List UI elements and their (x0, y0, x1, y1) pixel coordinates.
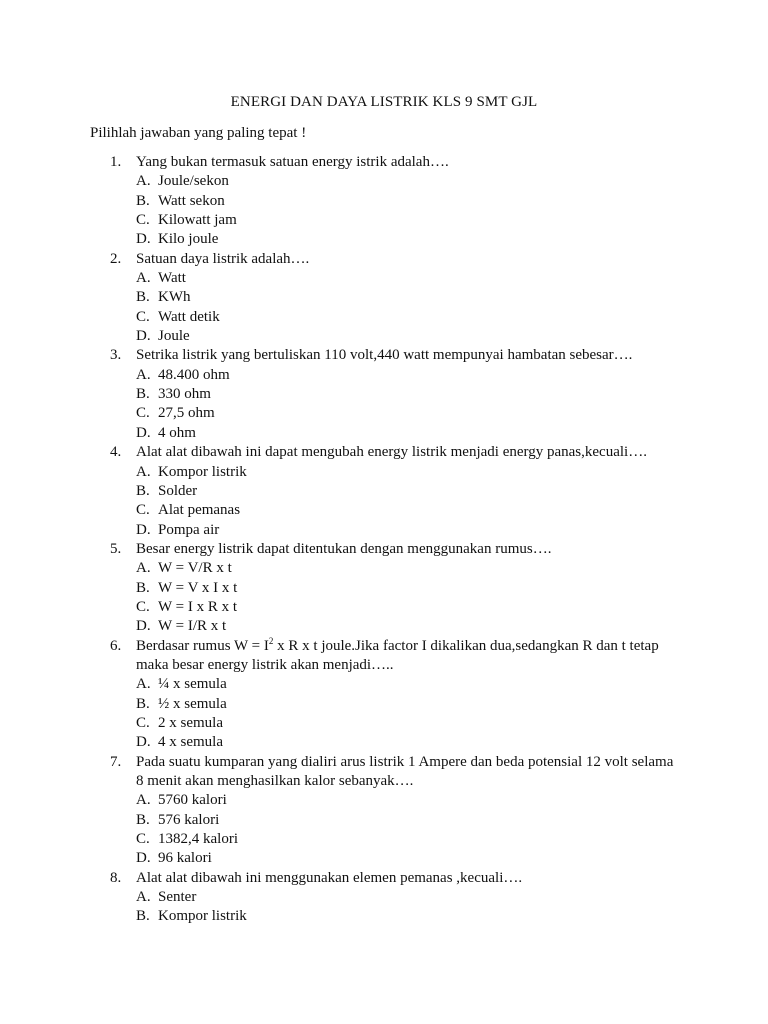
option-a (0, 559, 768, 578)
option-text: Pompa air (158, 521, 220, 538)
option-d (0, 230, 768, 249)
option-letter: B. (136, 908, 150, 925)
instruction-text: Pilihlah jawaban yang paling tepat ! (90, 125, 307, 141)
option-letter: C. (136, 831, 150, 848)
option-b (0, 907, 768, 926)
page-title: ENERGI DAN DAYA LISTRIK KLS 9 SMT GJL (230, 94, 538, 110)
option-letter: C. (136, 212, 150, 229)
option-letter: A. (136, 173, 151, 190)
option-letter: B. (136, 579, 150, 596)
question-number: 6. (110, 637, 122, 654)
formula-text-cont: x R x t joule.Jika factor I dikalikan dua,sedangkan R dan t tetap (273, 637, 659, 654)
option-text: ¼ x semula (158, 676, 227, 693)
option-b (0, 811, 768, 830)
option-b (0, 385, 768, 404)
option-text: Watt (158, 270, 186, 287)
question-text: Satuan daya listrik adalah…. (136, 250, 310, 267)
option-letter: A. (136, 366, 151, 383)
option-letter: A. (136, 463, 151, 480)
option-letter: A. (136, 270, 151, 287)
option-text: 330 ohm (158, 386, 211, 403)
option-letter: C. (136, 405, 150, 422)
question-list (0, 153, 768, 927)
option-letter: D. (136, 424, 151, 441)
question-5 (0, 540, 768, 637)
option-b (0, 579, 768, 598)
question-2 (0, 250, 768, 347)
option-text: Kilo joule (158, 231, 219, 248)
option-letter: B. (136, 482, 150, 499)
option-text: 96 kalori (158, 850, 212, 867)
option-letter: D. (136, 618, 151, 635)
option-a (0, 675, 768, 694)
question-number: 8. (110, 869, 122, 886)
question-3 (0, 346, 768, 443)
option-letter: D. (136, 328, 151, 345)
option-text: 4 x semula (158, 734, 223, 751)
option-b (0, 192, 768, 211)
question-text-line-2: maka besar energy listrik akan menjadi….. (136, 656, 394, 673)
option-c (0, 404, 768, 423)
option-letter: A. (136, 560, 151, 577)
option-letter: D. (136, 850, 151, 867)
option-text: 576 kalori (158, 811, 220, 828)
option-letter: B. (136, 289, 150, 306)
option-d (0, 849, 768, 868)
question-number: 3. (110, 347, 122, 364)
option-letter: A. (136, 889, 151, 906)
question-7 (0, 753, 768, 869)
question-8 (0, 869, 768, 927)
question-number: 1. (110, 154, 122, 170)
option-letter: B. (136, 695, 150, 712)
option-c (0, 501, 768, 520)
question-number: 4. (110, 444, 122, 461)
option-text: 1382,4 kalori (158, 831, 238, 848)
option-text: W = I x R x t (158, 598, 238, 615)
option-a (0, 463, 768, 482)
option-text: Alat pemanas (158, 502, 241, 519)
question-text: Setrika listrik yang bertuliskan 110 volt,440 watt mempunyai hambatan sebesar…. (136, 347, 633, 364)
option-a (0, 366, 768, 385)
option-text: Watt sekon (158, 192, 225, 209)
option-text: Joule/sekon (158, 173, 229, 190)
question-1 (0, 153, 768, 250)
option-text: Watt detik (158, 308, 220, 325)
question-text: Besar energy listrik dapat ditentukan dengan menggunakan rumus…. (136, 540, 552, 557)
option-text: ½ x semula (158, 695, 227, 712)
option-b (0, 482, 768, 501)
option-d (0, 617, 768, 636)
option-a (0, 791, 768, 810)
question-4 (0, 443, 768, 540)
question-text: Pada suatu kumparan yang dialiri arus listrik 1 Ampere dan beda potensial 12 volt selama (136, 753, 674, 770)
option-text: Senter (158, 889, 197, 906)
option-c (0, 211, 768, 230)
option-text: Kompor listrik (158, 463, 247, 480)
option-d (0, 521, 768, 540)
formula-text: Berdasar rumus W = I (136, 637, 269, 654)
question-text (136, 637, 659, 656)
question-number: 5. (110, 540, 122, 557)
option-text: 5760 kalori (158, 792, 227, 809)
option-c (0, 714, 768, 733)
question-text: Yang bukan termasuk satuan energy istrik adalah…. (136, 154, 449, 170)
question-number: 7. (110, 753, 122, 770)
option-a (0, 269, 768, 288)
option-letter: B. (136, 386, 150, 403)
question-6 (0, 637, 768, 753)
option-c (0, 830, 768, 849)
option-text: 48.400 ohm (158, 366, 230, 383)
option-d (0, 424, 768, 443)
option-letter: A. (136, 792, 151, 809)
option-text: W = V/R x t (158, 560, 232, 577)
option-d (0, 733, 768, 752)
question-number: 2. (110, 250, 122, 267)
option-text: KWh (158, 289, 191, 306)
option-letter: B. (136, 192, 150, 209)
exponent: 2 (268, 635, 274, 646)
option-letter: D. (136, 231, 151, 248)
option-text: W = I/R x t (158, 618, 227, 635)
option-a (0, 888, 768, 907)
question-text: Alat alat dibawah ini dapat mengubah energy listrik menjadi energy panas,kecuali…. (136, 444, 647, 461)
option-letter: D. (136, 521, 151, 538)
option-letter: C. (136, 502, 150, 519)
option-text: Kompor listrik (158, 908, 247, 925)
option-c (0, 308, 768, 327)
option-letter: C. (136, 714, 150, 731)
option-letter: B. (136, 811, 150, 828)
option-letter: C. (136, 598, 150, 615)
question-text: Alat alat dibawah ini menggunakan elemen pemanas ,kecuali…. (136, 869, 523, 886)
option-letter: C. (136, 308, 150, 325)
question-text-line-2: 8 menit akan menghasilkan kalor sebanyak…. (136, 773, 414, 789)
option-text: 2 x semula (158, 714, 223, 731)
option-text: W = V x I x t (158, 579, 238, 596)
option-text: Solder (158, 482, 198, 499)
option-text: Joule (158, 328, 190, 345)
option-text: 27,5 ohm (158, 405, 215, 422)
option-text: Kilowatt jam (158, 212, 237, 229)
option-a (0, 172, 768, 191)
option-letter: A. (136, 676, 151, 693)
option-b (0, 288, 768, 307)
option-letter: D. (136, 734, 151, 751)
option-d (0, 327, 768, 346)
option-text: 4 ohm (158, 424, 196, 441)
option-c (0, 598, 768, 617)
option-b (0, 695, 768, 714)
